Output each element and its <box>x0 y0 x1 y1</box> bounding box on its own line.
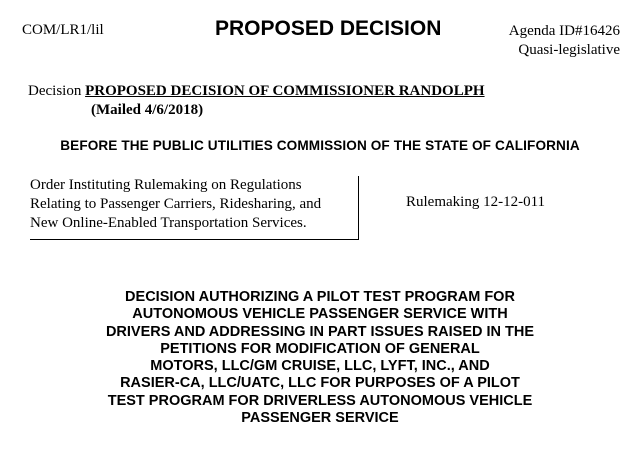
proceeding-type: Quasi-legislative <box>518 42 620 58</box>
decision-heading <box>0 289 640 427</box>
agenda-block <box>509 22 620 60</box>
decision-heading-line: DRIVERS AND ADDRESSING IN PART ISSUES RAISED IN THE <box>105 323 535 340</box>
decision-heading-line: PASSENGER SERVICE <box>241 410 399 427</box>
decision-heading-line: TEST PROGRAM FOR DRIVERLESS AUTONOMOUS VEHICLE <box>107 392 533 409</box>
document-status-title: PROPOSED DECISION <box>215 17 442 40</box>
decision-heading-line: DECISION AUTHORIZING A PILOT TEST PROGRAM FOR <box>125 289 515 305</box>
agenda-id: Agenda ID#16426 <box>508 23 620 39</box>
document-code: COM/LR1/lil <box>22 22 104 38</box>
proceeding-description-line: Relating to Passenger Carriers, Ridesharing, and <box>30 196 322 212</box>
decision-line <box>28 82 485 120</box>
decision-heading-line: PETITIONS FOR MODIFICATION OF GENERAL <box>160 340 480 357</box>
commission-heading: BEFORE THE PUBLIC UTILITIES COMMISSION OF THE STATE OF CALIFORNIA <box>60 138 580 153</box>
decision-title: PROPOSED DECISION OF COMMISSIONER RANDOLPH <box>85 83 485 99</box>
proceeding-description-line: New Online-Enabled Transportation Services. <box>30 215 307 231</box>
mailed-date: (Mailed 4/6/2018) <box>91 102 204 118</box>
decision-prefix: Decision <box>28 83 86 99</box>
rulemaking-number: Rulemaking 12-12-011 <box>406 194 546 210</box>
decision-heading-line: RASIER-CA, LLC/UATC, LLC FOR PURPOSES OF A PILOT <box>120 375 520 392</box>
decision-heading-line: AUTONOMOUS VEHICLE PASSENGER SERVICE WITH <box>132 306 508 323</box>
proceeding-description-line: Order Instituting Rulemaking on Regulations <box>30 177 302 193</box>
proceeding-caption-box <box>30 176 359 240</box>
decision-heading-line: MOTORS, LLC/GM CRUISE, LLC, LYFT, INC., AND <box>150 358 490 375</box>
